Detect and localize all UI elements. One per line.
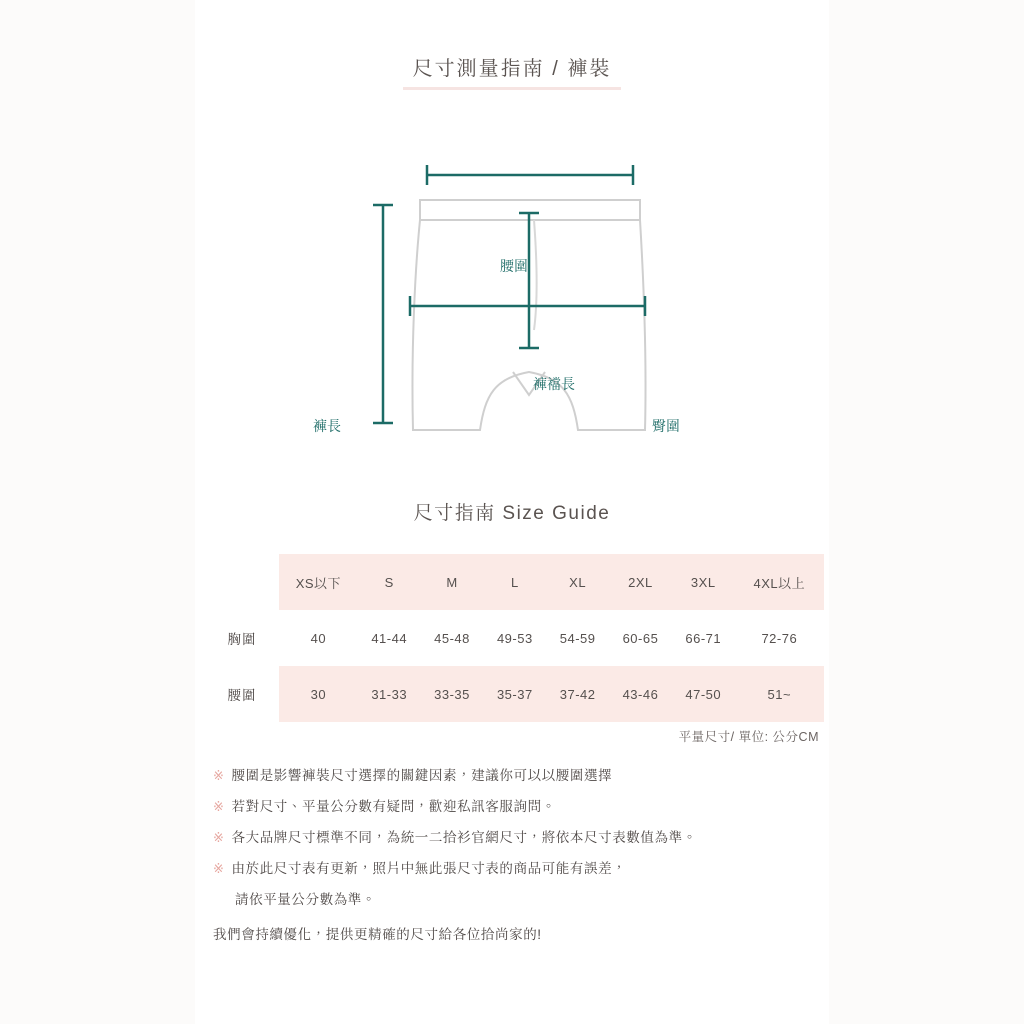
note-item (213, 760, 823, 791)
label-pant-length: 褲長 (313, 418, 341, 434)
cell-chest-m: 45-48 (421, 610, 484, 666)
note-text-continuation: 請依平量公分數為準。 (235, 892, 376, 907)
row-header-chest: 胸圍 (205, 610, 279, 666)
cell-chest-xl: 54-59 (546, 610, 609, 666)
cell-chest-xs: 40 (279, 610, 358, 666)
note-text: 各大品牌尺寸標準不同，為統一二拾衫官網尺寸，將依本尺寸表數值為準。 (231, 830, 697, 845)
hip-measure-line (410, 296, 645, 316)
label-hip: 臀圍 (652, 418, 680, 434)
note-text: 由於此尺寸表有更新，照片中無此張尺寸表的商品可能有誤差， (231, 861, 627, 876)
bullet-icon: ※ (213, 768, 225, 783)
note-item (213, 791, 823, 822)
page-title-wrap (195, 50, 829, 90)
note-item (213, 853, 823, 884)
bullet-icon: ※ (213, 830, 225, 845)
table-corner-cell (205, 554, 279, 610)
size-table (205, 554, 824, 722)
notes-closing: 我們會持續優化，提供更精確的尺寸給各位拾尚家的! (213, 927, 542, 942)
right-margin-band (829, 0, 1024, 1024)
cell-chest-4xl: 72-76 (735, 610, 824, 666)
cell-chest-s: 41-44 (358, 610, 421, 666)
cell-waist-s: 31-33 (358, 666, 421, 722)
size-guide-heading: 尺寸指南 Size Guide (413, 503, 611, 524)
cell-waist-2xl: 43-46 (609, 666, 672, 722)
col-header-xl: XL (546, 554, 609, 610)
col-header-3xl: 3XL (672, 554, 735, 610)
col-header-l: L (483, 554, 546, 610)
size-table-body (205, 610, 824, 722)
cell-chest-3xl: 66-71 (672, 610, 735, 666)
left-margin-band (0, 0, 195, 1024)
col-header-2xl: 2XL (609, 554, 672, 610)
cell-waist-l: 35-37 (483, 666, 546, 722)
note-text: 若對尺寸、平量公分數有疑問，歡迎私訊客服詢問。 (231, 799, 556, 814)
col-header-m: M (421, 554, 484, 610)
label-waist: 腰圍 (500, 258, 528, 274)
cell-chest-l: 49-53 (483, 610, 546, 666)
cell-waist-xl: 37-42 (546, 666, 609, 722)
note-text: 腰圍是影響褲裝尺寸選擇的關鍵因素，建議你可以以腰圍選擇 (231, 768, 613, 783)
cell-waist-xs: 30 (279, 666, 358, 722)
bullet-icon: ※ (213, 799, 225, 814)
notes-list (213, 760, 823, 950)
cell-waist-4xl: 51~ (735, 666, 824, 722)
col-header-xs: XS以下 (279, 554, 358, 610)
table-header-row (205, 554, 824, 610)
content-column (195, 0, 829, 1024)
page-title: 尺寸測量指南 / 褲裝 (403, 50, 622, 90)
table-row (205, 666, 824, 722)
size-table-head (205, 554, 824, 610)
cell-chest-2xl: 60-65 (609, 610, 672, 666)
note-item (213, 822, 823, 853)
unit-note: 平量尺寸/ 單位: 公分CM (678, 730, 819, 744)
row-header-waist: 腰圍 (205, 666, 279, 722)
waist-measure-line (427, 165, 633, 185)
bullet-icon: ※ (213, 861, 225, 876)
cell-waist-3xl: 47-50 (672, 666, 735, 722)
pant-length-measure-line (373, 205, 393, 423)
note-item-continuation (213, 884, 823, 915)
measurement-diagram (195, 120, 829, 460)
cell-waist-m: 33-35 (421, 666, 484, 722)
shorts-illustration-svg (195, 120, 829, 460)
col-header-4xl: 4XL以上 (735, 554, 824, 610)
table-row (205, 610, 824, 666)
label-crotch-length: 褲襠長 (533, 376, 575, 392)
col-header-s: S (358, 554, 421, 610)
